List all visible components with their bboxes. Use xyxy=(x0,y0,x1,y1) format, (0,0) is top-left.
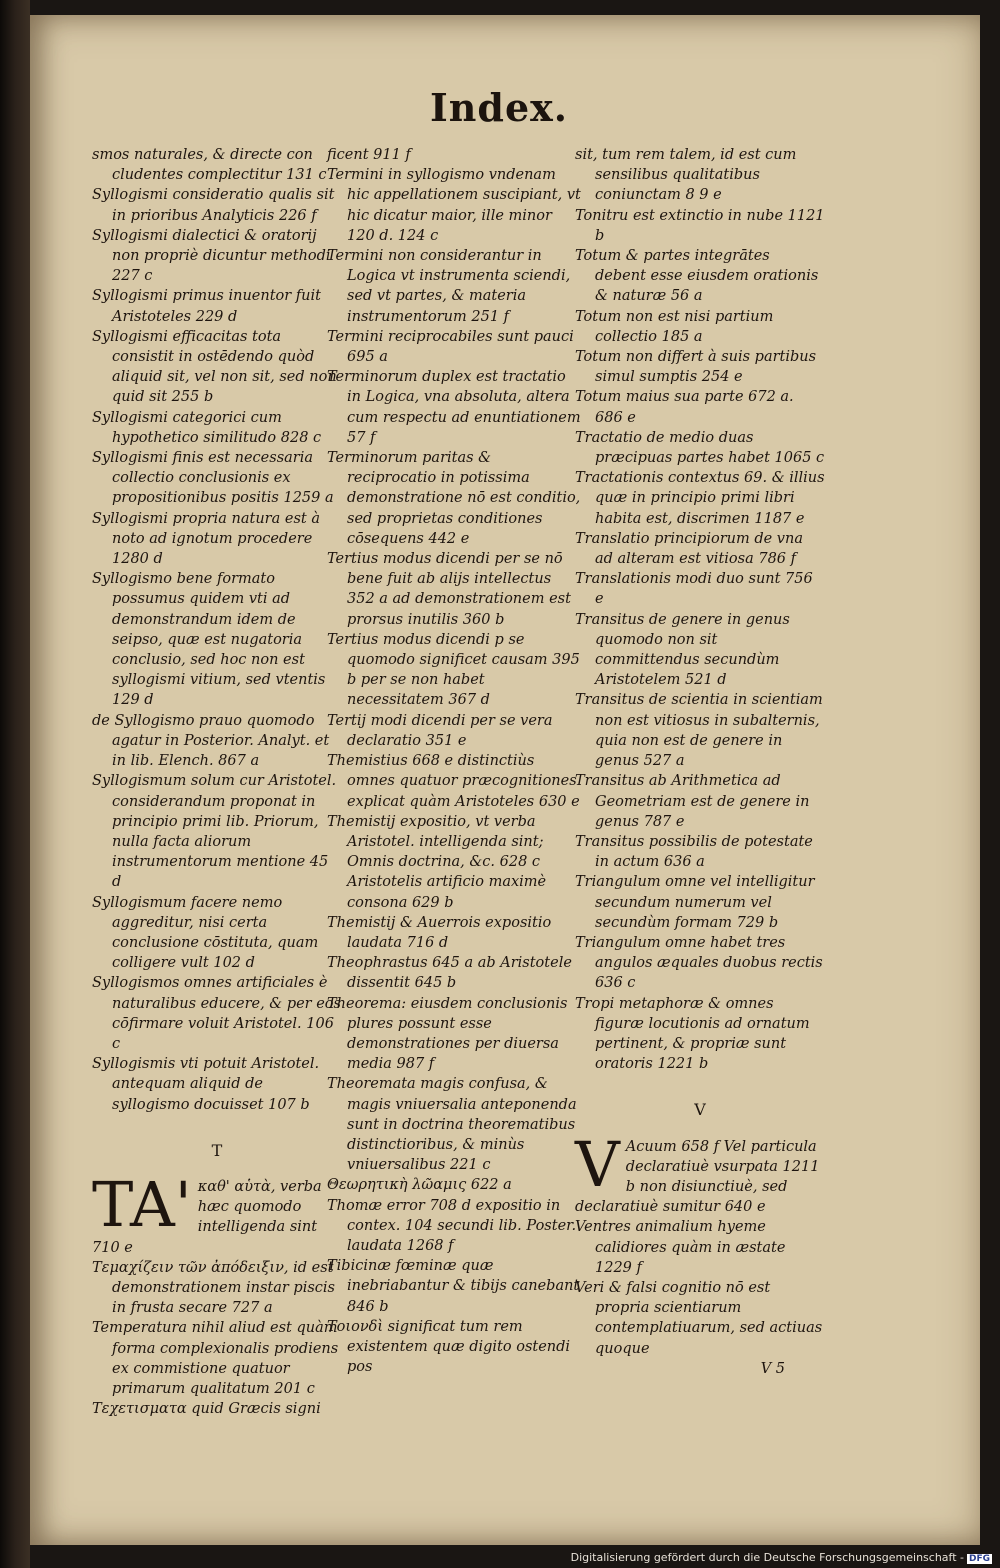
entry-text: Totum non est nisi partium collectio 185 a xyxy=(575,308,774,345)
index-entry xyxy=(92,226,342,287)
entry-text: Acuum 658 f Vel particula declaratiuè vsurpata 1211 b non disiunctiuè, sed declaratiuè sumitur 640 e xyxy=(575,1138,820,1216)
index-entry xyxy=(575,1217,825,1278)
index-entry xyxy=(327,812,582,913)
entry-text: de Syllogismo prauo quomodo agatur in Posterior. Analyt. et in lib. Elench. 867 a xyxy=(92,712,330,770)
entry-text: Tertij modi dicendi per se vera declaratio 351 e xyxy=(327,712,553,749)
entry-text: Termini reciprocabiles sunt pauci 695 a xyxy=(327,328,574,366)
index-entry xyxy=(92,448,342,509)
entry-text: Θεωρητικὴ λῶαμις 622 a xyxy=(327,1177,512,1194)
index-entry xyxy=(92,973,342,1054)
index-entry xyxy=(327,751,582,812)
entry-text: Syllogismi consideratio qualis sit in prioribus Analyticis 226 f xyxy=(92,187,335,224)
entry-text: Syllogismi finis est necessaria collectio conclusionis ex propositionibus positis 1259 a xyxy=(92,450,334,507)
entry-text: Syllogismum facere nemo aggreditur, nisi certa conclusione cōstituta, quam colligere vult 102 d xyxy=(92,894,319,972)
entry-text: ficent 911 f xyxy=(327,147,411,163)
index-entry xyxy=(327,630,582,711)
entry-text: Termini in syllogismo vndenam hic appellationem suscipiant, vt hic dicatur maior, ille minor 120 d. 124 c xyxy=(327,167,581,244)
entry-text: Syllogismi propria natura est à noto ad ignotum procedere 1280 d xyxy=(92,510,320,568)
page-title: Index. xyxy=(430,85,569,130)
index-entry xyxy=(575,610,825,691)
index-entry xyxy=(327,448,582,549)
entry-text: Triangulum omne habet tres angulos æquales duobus rectis 636 c xyxy=(575,934,823,992)
index-entry xyxy=(327,953,582,993)
entry-text: Termini non considerantur in Logica vt instrumenta sciendi, sed vt partes, & materia instrumentorum 251 f xyxy=(327,248,571,325)
entry-text: Transitus ab Arithmetica ad Geometriam est de genere in genus 787 e xyxy=(575,773,810,830)
index-entry xyxy=(92,893,342,974)
entry-text: Tertius modus dicendi p se quomodo significet causam 395 b per se non habet necessitatem 367 d xyxy=(327,631,580,709)
index-column-3 xyxy=(575,145,825,1379)
index-entry xyxy=(92,1054,342,1115)
entry-text: Tropi metaphoræ & omnes figuræ locutionis ad ornatum pertinent, & propriæ sunt oratoris 1221 b xyxy=(575,995,810,1073)
index-entry xyxy=(92,1399,342,1419)
entry-text: Transitus possibilis de potestate in actum 636 a xyxy=(575,833,813,871)
index-entry xyxy=(575,1278,825,1359)
index-entry xyxy=(327,1074,582,1175)
entry-text: Translationis modi duo sunt 756 e xyxy=(575,571,813,608)
entry-text: Temperatura nihil aliud est quàm forma complexionalis prodiens ex commistione quatuor primarum qualitatum 201 c xyxy=(92,1320,339,1397)
index-entry xyxy=(575,771,825,832)
index-entry xyxy=(575,529,825,569)
drop-cap: TA' xyxy=(92,1167,192,1241)
entry-text: Themistij & Auerrois expositio laudata 716 d xyxy=(327,914,552,951)
entry-text: Τοιονδὶ significat tum rem existentem quæ digito ostendi pos xyxy=(327,1318,571,1376)
index-entry xyxy=(575,933,825,994)
index-entry xyxy=(327,145,582,165)
entry-text: smos naturales, & directe con cludentes complectitur 131 c xyxy=(92,147,327,184)
index-entry xyxy=(92,509,342,570)
entry-text: sit, tum rem talem, id est cum sensilibus qualitatibus coniunctam 8 9 e xyxy=(575,147,797,204)
entry-text: Triangulum omne vel intelligitur secundum numerum vel secundùm formam 729 b xyxy=(575,874,815,931)
index-entry xyxy=(327,711,582,751)
entry-text: Terminorum paritas & reciprocatio in potissima demonstratione nō est conditio, sed proprietas conditiones cōsequens 442 e xyxy=(327,450,581,547)
index-entry xyxy=(575,569,825,609)
index-entry xyxy=(575,347,825,387)
entry-text: Theorema: eiusdem conclusionis plures possunt esse demonstrationes per diuersa media 987 f xyxy=(327,995,568,1073)
index-entry xyxy=(575,387,825,427)
index-entry xyxy=(575,206,825,246)
entry-text: Syllogismis vti potuit Aristotel. antequam aliquid de syllogismo docuisset 107 b xyxy=(92,1056,320,1113)
index-entry xyxy=(575,690,825,771)
entry-text: Syllogismi primus inuentor fuit Aristoteles 229 d xyxy=(92,288,321,325)
entry-text: Syllogismos omnes artificiales è naturalibus educere, & per eos cōfirmare voluit Aristotel. 106 c xyxy=(92,975,341,1052)
entry-text: Syllogismi categorici cum hypothetico similitudo 828 c xyxy=(92,409,322,446)
funding-footer xyxy=(571,1551,992,1564)
index-entry xyxy=(92,711,342,772)
index-entry xyxy=(327,165,582,246)
entry-text: Ventres animalium hyeme calidiores quàm in æstate 1229 f xyxy=(575,1219,786,1276)
entry-text: Themistij expositio, vt verba Aristotel. intelligenda sint; Omnis doctrina, &c. 628 c Aristotelis artificio maximè consona 629 b xyxy=(327,813,547,911)
index-entry xyxy=(92,408,342,448)
index-entry xyxy=(327,1196,582,1257)
index-entry xyxy=(575,307,825,347)
entry-text: Theophrastus 645 a ab Aristotele dissentit 645 b xyxy=(327,955,572,992)
index-entry xyxy=(575,468,825,529)
entry-text: Transitus de scientia in scientiam non est vitiosus in subalternis, quia non est de genere in genus 527 a xyxy=(575,692,823,770)
index-entry xyxy=(575,246,825,307)
entry-text: Τεχετισματα quid Græcis signi xyxy=(92,1401,321,1418)
letter-heading: V xyxy=(694,1100,706,1120)
index-entry xyxy=(327,549,582,630)
index-entry xyxy=(92,1167,342,1258)
entry-text: Syllogismi dialectici & oratorij non propriè dicuntur methodi 227 c xyxy=(92,227,331,285)
drop-cap: V xyxy=(575,1127,620,1201)
index-entry xyxy=(327,1317,582,1378)
entry-text: Syllogismi efficacitas tota consistit in ostēdendo quòd aliquid sit, vel non sit, sed non quid sit 255 b xyxy=(92,328,337,406)
entry-text: Tibicinæ fœminæ quæ inebriabantur & tibijs canebant 846 b xyxy=(327,1258,580,1315)
entry-text: Terminorum duplex est tractatio in Logica, vna absoluta, altera cum respectu ad enuntiationem 57 f xyxy=(327,369,581,446)
entry-text: Totum maius sua parte 672 a. 686 e xyxy=(575,389,794,426)
index-entry xyxy=(92,327,342,408)
dfg-logo: DFG xyxy=(968,1554,990,1564)
index-column-2 xyxy=(327,145,582,1377)
entry-text: Tractatio de medio duas præcipuas partes habet 1065 c xyxy=(575,429,825,467)
letter-heading: T xyxy=(211,1140,223,1160)
index-entry xyxy=(327,246,582,327)
book-spine xyxy=(0,0,30,1568)
entry-text: Totum non differt à suis partibus simul sumptis 254 e xyxy=(575,349,817,386)
entry-text: Totum & partes integrātes debent esse eiusdem orationis & naturæ 56 a xyxy=(575,248,819,305)
index-entry xyxy=(92,145,342,185)
entry-text: Transitus de genere in genus quomodo non sit committendus secundùm Aristotelem 521 d xyxy=(575,611,790,689)
book-page xyxy=(30,15,980,1545)
signature-mark: V 5 xyxy=(760,1360,785,1377)
index-entry xyxy=(575,872,825,933)
entry-text: Theoremata magis confusa, & magis vniuersalia anteponenda sunt in doctrina theorematibus distinctioribus, & minùs vniuersalibus 221 c xyxy=(327,1076,577,1174)
index-column-1 xyxy=(92,145,342,1419)
index-entry xyxy=(92,569,342,710)
index-entry xyxy=(327,913,582,953)
index-entry xyxy=(575,145,825,206)
index-entry xyxy=(92,185,342,225)
entry-text: Syllogismo bene formato possumus quidem vti ad demonstrandum idem de seipso, quæ est nugatoria conclusio, sed hoc non est syllogismi vitium, sed vtentis 129 d xyxy=(92,571,326,709)
index-entry xyxy=(327,1256,582,1317)
footer-text: Digitalisierung gefördert durch die Deutsche Forschungsgemeinschaft - xyxy=(570,1551,964,1564)
index-entry xyxy=(575,1127,825,1218)
entry-text: Tonitru est extinctio in nube 1121 b xyxy=(575,207,825,244)
index-entry xyxy=(575,832,825,872)
entry-text: Τεμαχίζειν τῶν ἀπόδειξιν, id est demonstrationem instar piscis in frusta secare 727 a xyxy=(92,1259,335,1317)
entry-text: Translatio principiorum de vna ad alteram est vitiosa 786 f xyxy=(575,530,803,568)
index-entry xyxy=(92,771,342,892)
index-entry xyxy=(327,367,582,448)
index-entry xyxy=(92,286,342,326)
entry-text: καθ' αὑτὰ, verba hæc quomodo intelligenda sint 710 e xyxy=(92,1178,322,1256)
index-entry xyxy=(327,327,582,367)
entry-text: Tertius modus dicendi per se nō bene fuit ab alijs intellectus 352 a ad demonstrationem est prorsus inutilis 360 b xyxy=(327,551,571,628)
index-entry xyxy=(92,1318,342,1399)
index-entry xyxy=(327,994,582,1075)
entry-text: Veri & falsi cognitio nō est propria scientiarum contemplatiuarum, sed actiuas quoque xyxy=(575,1279,823,1357)
index-entry xyxy=(575,994,825,1075)
entry-text: Tractationis contextus 69. & illius quæ in principio primi libri habita est, discrimen 1187 e xyxy=(575,470,825,527)
entry-text: Themistius 668 e distinctiùs omnes quatuor præcognitiones explicat quàm Aristoteles 630 e xyxy=(327,753,580,810)
entry-text: Thomæ error 708 d expositio in contex. 104 secundi lib. Poster. laudata 1268 f xyxy=(327,1197,577,1254)
entry-text: Syllogismum solum cur Aristotel. considerandum proponat in principio primi lib. Priorum, nulla facta aliorum instrumentorum mentione 45 d xyxy=(92,773,337,891)
index-entry xyxy=(575,428,825,468)
index-entry xyxy=(327,1175,582,1195)
index-entry xyxy=(92,1258,342,1319)
